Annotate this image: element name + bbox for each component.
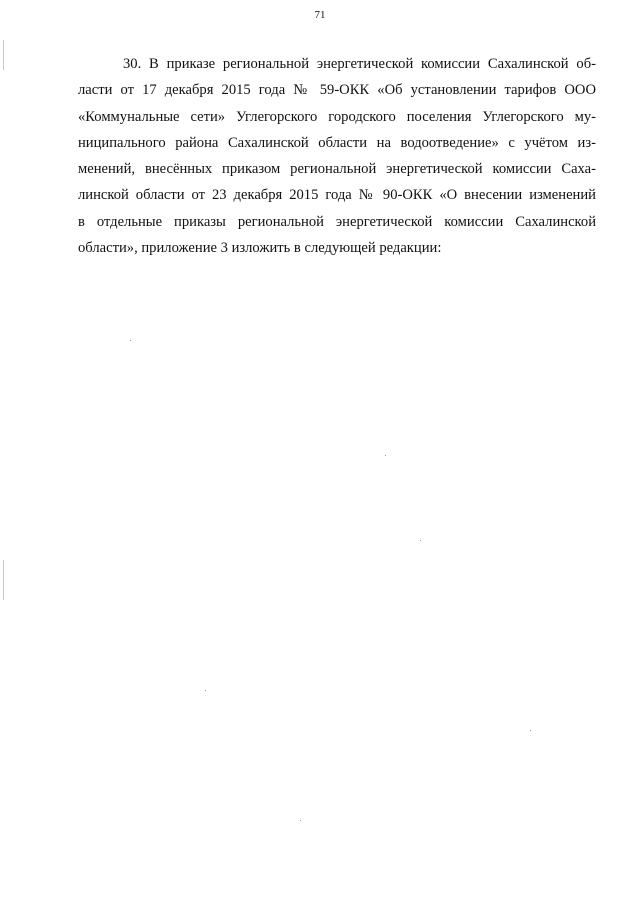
paragraph-line: ниципального района Сахалинской области на водоотведение» с учётом из- xyxy=(78,134,596,151)
paragraph-line: области», приложение 3 изложить в следующей редакции: xyxy=(78,240,442,257)
paragraph-line: менений, внесённых приказом региональной энергетической комиссии Саха- xyxy=(78,161,596,178)
scan-edge-mark xyxy=(3,560,4,600)
paragraph-30 xyxy=(78,51,596,261)
scan-speck xyxy=(530,730,531,731)
paragraph-line: линской области от 23 декабря 2015 года № 90-ОКК «О внесении изменений xyxy=(78,187,596,204)
scan-speck xyxy=(130,340,131,341)
paragraph-line: ласти от 17 декабря 2015 года № 59-ОКК «Об установлении тарифов ООО xyxy=(78,82,596,99)
scan-edge-mark xyxy=(3,40,4,70)
paragraph-line: 30. В приказе региональной энергетической комиссии Сахалинской об- xyxy=(123,56,596,72)
scan-speck xyxy=(300,820,301,821)
paragraph-line: «Коммунальные сети» Углегорского городского поселения Углегорского му- xyxy=(78,108,596,125)
paragraph-line: в отдельные приказы региональной энергетической комиссии Сахалинской xyxy=(78,213,596,230)
scan-speck xyxy=(385,455,386,456)
scan-speck xyxy=(205,690,206,691)
scan-speck xyxy=(420,540,421,541)
page-number: 71 xyxy=(314,9,326,21)
